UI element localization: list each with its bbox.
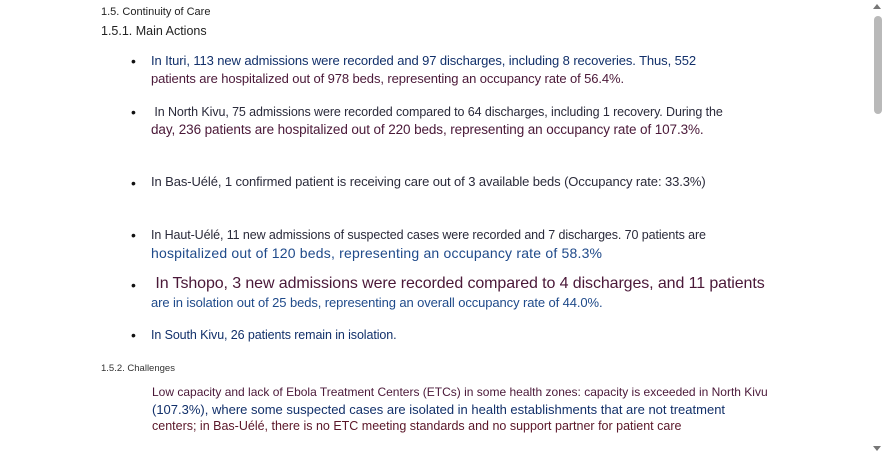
item-line: In Haut-Uélé, 11 new admissions of suspected cases were recorded and 7 discharges. 70 patients are: [151, 228, 706, 242]
challenge-line: centers; in Bas-Uélé, there is no ETC meeting standards and no support partner for patient care: [152, 419, 682, 433]
list-item-tshopo: [151, 274, 776, 312]
item-line: In South Kivu, 26 patients remain in isolation.: [151, 328, 397, 342]
item-line: In North Kivu, 75 admissions were recorded compared to 64 discharges, including 1 recovery. During the: [151, 105, 723, 119]
scroll-down-arrow-icon[interactable]: [873, 446, 881, 451]
list-item-haut-uele: [151, 226, 776, 262]
item-line: In Tshopo, 3 new admissions were recorded compared to 4 discharges, and 11 patients: [151, 275, 765, 292]
main-actions-title: 1.5.1. Main Actions: [101, 24, 207, 38]
bullet-icon: •: [131, 53, 136, 69]
item-line: hospitalized out of 120 beds, representing an occupancy rate of 58.3%: [151, 245, 603, 261]
item-line: In Ituri, 113 new admissions were recorded and 97 discharges, including 8 recoveries. Thus, 552: [151, 53, 696, 68]
list-item-south-kivu: [151, 326, 776, 344]
bullet-icon: •: [131, 104, 136, 120]
bullet-icon: •: [131, 277, 136, 293]
item-line: patients are hospitalized out of 978 beds, representing an occupancy rate of 56.4%.: [151, 71, 625, 86]
list-item-ituri: [151, 52, 776, 88]
challenges-title: 1.5.2. Challenges: [101, 363, 175, 374]
list-item-north-kivu: [151, 103, 776, 139]
scrollbar-thumb[interactable]: [874, 16, 882, 114]
item-line: In Bas-Uélé, 1 confirmed patient is receiving care out of 3 available beds (Occupancy rate: 33.3%): [151, 174, 706, 189]
bullet-icon: •: [131, 327, 136, 343]
challenge-line: (107.3%), where some suspected cases are isolated in health establishments that are not treatment: [152, 402, 726, 417]
item-line: are in isolation out of 25 beds, representing an overall occupancy rate of 44.0%.: [151, 295, 603, 310]
list-item-bas-uele: [151, 173, 776, 191]
scroll-up-arrow-icon[interactable]: [873, 4, 881, 9]
vertical-scrollbar[interactable]: [870, 0, 886, 455]
section-title: 1.5. Continuity of Care: [101, 6, 211, 18]
challenge-line: Low capacity and lack of Ebola Treatment Centers (ETCs) in some health zones: capacity is exceeded in North Kivu: [152, 385, 768, 399]
item-line: day, 236 patients are hospitalized out of 220 beds, representing an occupancy rate of 107.3%.: [151, 122, 704, 137]
bullet-icon: •: [131, 175, 136, 191]
bullet-icon: •: [131, 227, 136, 243]
